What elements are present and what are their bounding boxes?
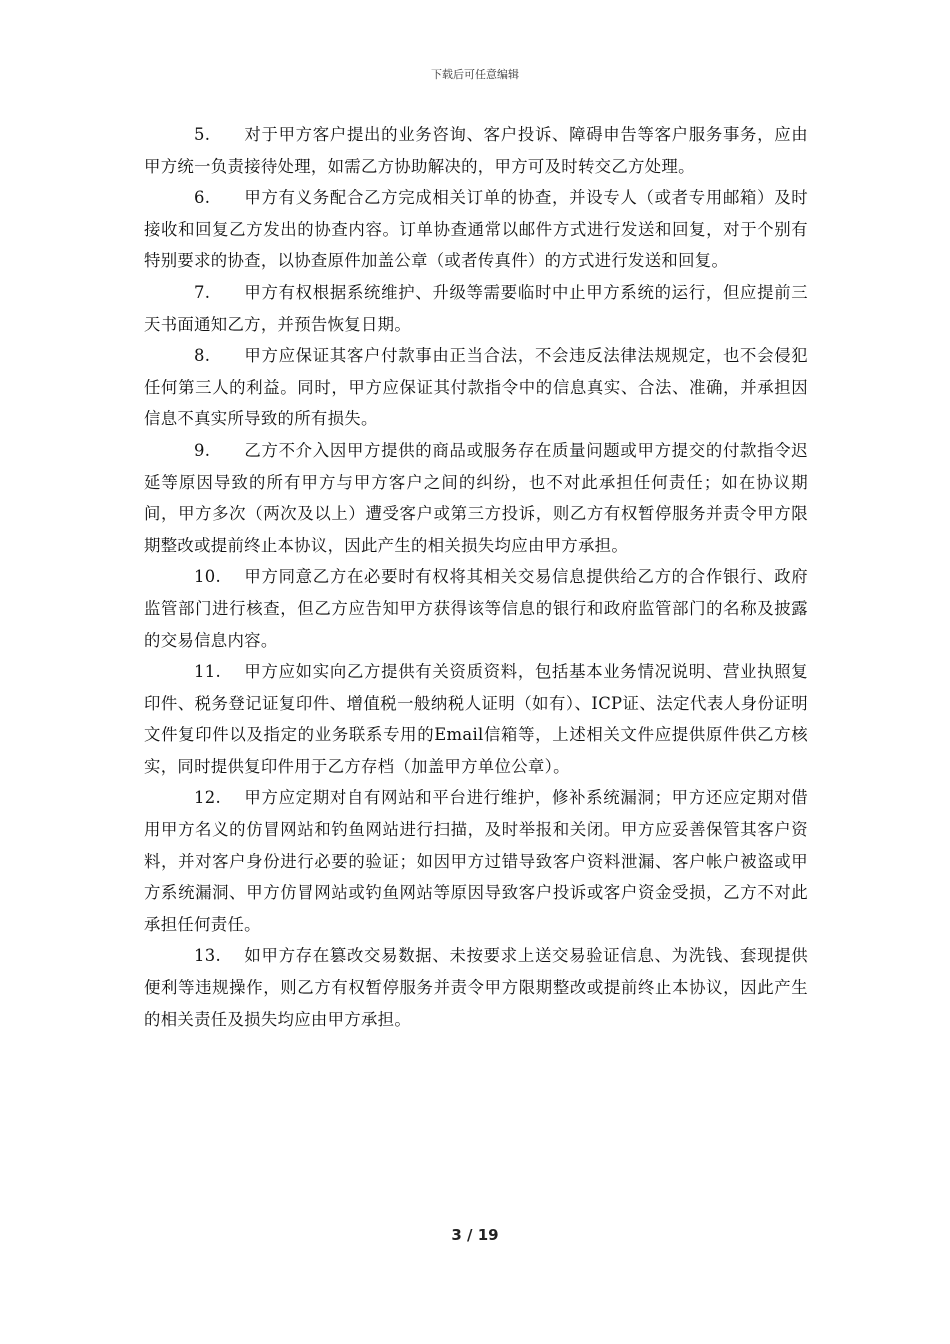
clause-number: 10. [194, 567, 221, 587]
clause-number: 9. [194, 440, 211, 460]
clause-number: 12. [194, 788, 221, 808]
clause-12 [144, 782, 808, 940]
clause-11 [144, 656, 808, 782]
clause-9 [144, 435, 808, 561]
clause-number: 7. [194, 282, 211, 302]
clause-text: 甲方有义务配合乙方完成相关订单的协查，并设专人（或者专用邮箱）及时接收和回复乙方发出的协查内容。订单协查通常以邮件方式进行发送和回复，对于个别有特别要求的协查，以协查原件加盖公章（或者传真件）的方式进行发送和回复。 [144, 188, 808, 271]
clause-text: 甲方应保证其客户付款事由正当合法，不会违反法律法规规定，也不会侵犯任何第三人的利益。同时，甲方应保证其付款指令中的信息真实、合法、准确，并承担因信息不真实所导致的所有损失。 [144, 346, 808, 429]
clause-8 [144, 340, 808, 435]
page-number: 3 / 19 [451, 1226, 499, 1244]
clause-number: 8. [194, 346, 211, 366]
clause-number: 13. [194, 946, 221, 966]
clause-text: 如甲方存在篡改交易数据、未按要求上送交易验证信息、为洗钱、套现提供便利等违规操作，则乙方有权暂停服务并责令甲方限期整改或提前终止本协议，因此产生的相关责任及损失均应由甲方承担。 [144, 946, 808, 1029]
clause-5 [144, 119, 808, 182]
clause-10 [144, 561, 808, 656]
clause-text: 乙方不介入因甲方提供的商品或服务存在质量问题或甲方提交的付款指令迟延等原因导致的所有甲方与甲方客户之间的纠纷，也不对此承担任何责任；如在协议期间，甲方多次（两次及以上）遭受客户或第三方投诉，则乙方有权暂停服务并责令甲方限期整改或提前终止本协议，因此产生的相关损失均应由甲方承担。 [144, 440, 808, 555]
clause-7 [144, 277, 808, 340]
page-header: 下载后可任意编辑 [431, 68, 519, 81]
clause-text: 甲方有权根据系统维护、升级等需要临时中止甲方系统的运行，但应提前三天书面通知乙方，并预告恢复日期。 [144, 282, 808, 334]
clause-text: 甲方同意乙方在必要时有权将其相关交易信息提供给乙方的合作银行、政府监管部门进行核查，但乙方应告知甲方获得该等信息的银行和政府监管部门的名称及披露的交易信息内容。 [144, 567, 808, 650]
clause-text: 甲方应定期对自有网站和平台进行维护，修补系统漏洞；甲方还应定期对借用甲方名义的仿冒网站和钓鱼网站进行扫描，及时举报和关闭。甲方应妥善保管其客户资料，并对客户身份进行必要的验证；如因甲方过错导致客户资料泄漏、客户帐户被盗或甲方系统漏洞、甲方仿冒网站或钓鱼网站等原因导致客户投诉或客户资金受损，乙方不对此承担任何责任。 [144, 788, 808, 934]
clause-6 [144, 182, 808, 277]
clause-text: 对于甲方客户提出的业务咨询、客户投诉、障碍申告等客户服务事务，应由甲方统一负责接待处理，如需乙方协助解决的，甲方可及时转交乙方处理。 [144, 125, 808, 176]
clause-number: 11. [194, 662, 221, 682]
clause-text: 甲方应如实向乙方提供有关资质资料，包括基本业务情况说明、营业执照复印件、税务登记证复印件、增值税一般纳税人证明（如有）、ICP证、法定代表人身份证明文件复印件以及指定的业务联系专用的Email信箱等，上述相关文件应提供原件供乙方核实，同时提供复印件用于乙方存档（加盖甲方单位公章）。 [144, 662, 808, 776]
clause-number: 6. [194, 188, 211, 208]
document-body [144, 119, 808, 1035]
clause-number: 5. [194, 125, 211, 144]
clause-13 [144, 940, 808, 1035]
